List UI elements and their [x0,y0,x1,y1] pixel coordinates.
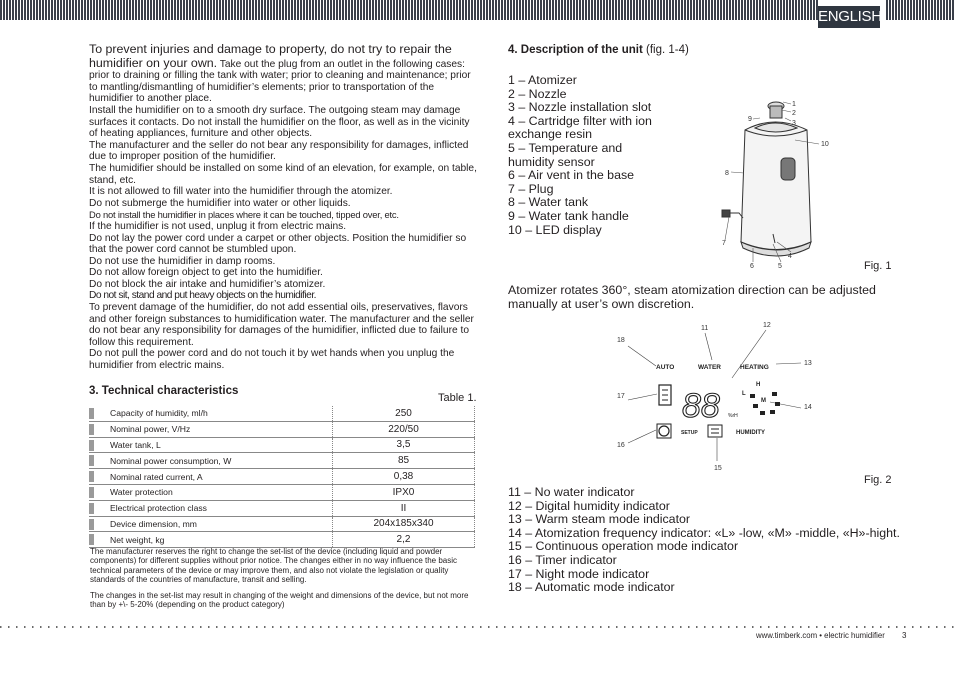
safety-instructions [89,43,479,372]
table-row [89,532,475,548]
list-item: 10 – LED display [508,222,602,237]
safety-lead-tail: Take out the plug from an outlet in the following cases: prior to draining or filling the tank with water; prior to cleaning and maintenance; prior to mantling/dismantling of humidifier’s elements; prior to transportation of the humidifier to another place. [89,58,471,105]
list-item: 11 – No water indicator [508,485,635,499]
spec-value: 85 [333,453,475,469]
table-row [89,406,475,421]
spec-value: 3,5 [333,437,475,453]
humidity-label: HUMIDITY [736,430,765,436]
list-item: 6 – Air vent in the base [508,168,635,183]
safety-paragraph: It is not allowed to fill water into the humidifier through the atomizer. [89,186,393,198]
spec-value: 250 [333,406,475,421]
fig2-label: Fig. 2 [864,474,892,486]
safety-paragraph: Do not submerge the humidifier into water or other liquids. [89,197,351,209]
footer-url: www.timberk.com • electric humidifier [756,631,885,640]
fig2-number: 18 [617,337,625,344]
freq-low-label: L [742,391,746,397]
night-mode-icon-lines [662,390,668,400]
description-heading [508,44,689,56]
fig1-number: 3 [792,120,796,127]
spec-value: 204x185x340 [333,516,475,532]
spec-name: Water tank, L [89,437,333,453]
spec-value: 0,38 [333,469,475,485]
fig1-label: Fig. 1 [864,260,892,272]
spec-name: Nominal rated current, A [89,469,333,485]
spec-value: 2,2 [333,532,475,548]
description-title: 4. Description of the unit [508,44,643,56]
list-item: 8 – Water tank [508,195,589,210]
spec-value: 220/50 [333,421,475,437]
list-item: 13 – Warm steam mode indicator [508,512,691,527]
fig1-number: 1 [792,101,796,108]
spec-name: Water protection [89,484,333,500]
tech-note-1: The manufacturer reserves the right to change the set-list of the device (including liquid and powder components) for different supplies without prior notice. The changes either in no way influence the basic technical parameters of the device or may improve them, and also not violate the legislation or quality standards of the countries of manufacture, transit and selling. [90,547,458,585]
tech-note-2: The changes in the set-list may result in changing of the weight and dimensions of the device, but not more than by +\- 5-20% (depending on the product category) [90,591,469,610]
fig1-number: 4 [788,253,792,260]
safety-paragraph: Do not pull the power cord and do not touch it by wet hands when you unplug the humidifier from electric mains. [89,348,455,372]
list-item: 12 – Digital humidity indicator [508,498,670,513]
table-row [89,484,475,500]
humidity-digits: 88 [682,387,720,425]
spec-table [89,406,475,548]
safety-paragraph: To prevent damage of the humidifier, do not add essential oils, preservatives, flavors and other foreign substances to humidification water. The manufacturer and the seller do not bear any responsibility for damages of the humidifier, inflicted due to failure to follow this requirement. [89,302,474,348]
safety-paragraph: The humidifier should be installed on some kind of an elevation, for example, on table, stand, etc. [89,162,477,186]
fig1-number: 2 [792,110,796,117]
language-tab: ENGLISH [818,6,880,28]
safety-paragraph: If the humidifier is not used, unplug it from electric mains. [89,220,347,232]
spec-name: Capacity of humidity, ml/h [89,406,333,421]
continuous-mode-icon-lines [711,429,719,433]
header-stripe-left [0,0,818,20]
fig1-number: 6 [750,263,754,270]
list-item: 9 – Water tank handle [508,208,629,223]
indicator-list [508,486,908,595]
safety-paragraph: Do not lay the power cord under a carpet or other objects. Position the humidifier so that the power cord cannot be stumbled upon. [89,232,467,256]
humidity-unit: %rH [728,413,738,419]
safety-paragraph: Install the humidifier on to a smooth dry surface. The outgoing steam may damage surfaces it contacts. Do not install the humidifier on the floor, as well as in the vicinity of heating appliances, furniture and other objects. [89,104,470,140]
fig2-number: 15 [714,465,722,472]
list-item: 4 – Cartridge filter with ion exchange resin [508,113,652,142]
parts-list [508,74,668,237]
spec-value: IPX0 [333,484,475,500]
safety-paragraph: Do not block the air intake and humidifier’s atomizer. [89,278,326,290]
fig1-number: 7 [722,240,726,247]
spec-value: II [333,500,475,516]
humidifier-illustration [715,92,835,272]
fig2-number: 11 [701,325,709,332]
list-item: 18 – Automatic mode indicator [508,580,675,595]
water-indicator: WATER [698,364,721,371]
list-item: 2 – Nozzle [508,86,567,101]
fig2-number: 17 [617,393,625,400]
freq-high-label: H [756,382,761,388]
spec-name: Nominal power, V/Hz [89,421,333,437]
safety-paragraph: The manufacturer and the seller do not bear any responsibility for damages, inflicted due to improper position of the humidifier. [89,139,469,163]
spec-name: Net weight, kg [89,532,333,548]
table-row [89,516,475,532]
spec-name: Device dimension, mm [89,516,333,532]
table-row [89,437,475,453]
fig1-number: 5 [778,263,782,270]
heating-indicator: HEATING [740,364,769,371]
fig1-number: 10 [821,141,829,148]
table-row [89,453,475,469]
list-item: 16 – Timer indicator [508,552,617,567]
freq-mid-label: M [761,398,766,404]
description-ref: (fig. 1-4) [646,44,689,56]
auto-indicator: AUTO [656,364,675,371]
list-item: 15 – Continuous operation mode indicator [508,539,739,554]
fig2-number: 16 [617,442,625,449]
safety-lead: To prevent injuries and damage to property, do not try to repair the humidifier on your own. [89,42,452,70]
atomizer-note: Atomizer rotates 360°, steam atomization direction can be adjusted manually at user’s own discretion. [508,283,876,311]
safety-paragraph: Do not install the humidifier in places where it can be touched, tipped over, etc. [89,209,399,221]
timer-icon [659,426,669,436]
list-item: 17 – Night mode indicator [508,566,650,581]
footer-divider [0,626,954,628]
fig1-number: 9 [748,116,752,123]
display-panel-illustration [612,318,822,474]
fig2-number: 14 [804,404,812,411]
table-row [89,469,475,485]
list-item: 1 – Atomizer [508,73,577,87]
list-item: 5 – Temperature and humidity sensor [508,140,623,169]
continuous-mode-icon [708,425,722,437]
header-stripe-right [886,0,954,20]
safety-paragraph: Do not allow foreign object to get into the humidifier. [89,267,323,279]
spec-name: Electrical protection class [89,500,333,516]
setup-label: SETUP [681,430,698,436]
safety-paragraph: Do not use the humidifier in damp rooms. [89,255,276,267]
spec-name: Nominal power consumption, W [89,453,333,469]
list-item: 14 – Atomization frequency indicator: «L» -low, «M» -middle, «H»-hight. [508,525,900,540]
safety-paragraph: Do not sit, stand and put heavy objects on the humidifier. [89,290,316,302]
list-item: 7 – Plug [508,181,554,196]
fig2-number: 13 [804,360,812,367]
table-row [89,500,475,516]
header-bar [0,0,954,20]
tech-heading: 3. Technical characteristics [89,385,239,397]
safety-lead-paragraph [89,43,479,105]
table-row [89,421,475,437]
page-number: 3 [902,631,907,640]
list-item: 3 – Nozzle installation slot [508,100,652,115]
fig2-number: 12 [763,322,771,329]
table-label: Table 1. [438,392,477,404]
fig1-number: 8 [725,170,729,177]
